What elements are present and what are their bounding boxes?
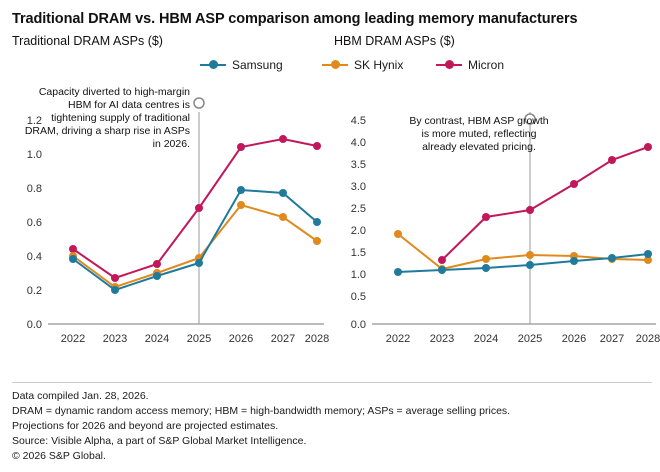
legend-item-sk-hynix[interactable]	[322, 58, 403, 72]
right-ytick-6: 3.0	[350, 181, 366, 194]
right-series-points-micron	[438, 143, 652, 264]
subtitle-row	[12, 34, 648, 52]
footnote-2: Projections for 2026 and beyond are projected estimates.	[12, 419, 279, 432]
chart-legend	[12, 56, 648, 82]
right-chart-subtitle: HBM DRAM ASPs ($)	[334, 34, 455, 49]
left-annotation-line-4: in 2026.	[152, 138, 190, 151]
left-ytick-6: 1.2	[26, 115, 42, 128]
legend-label-samsung: Samsung	[232, 58, 283, 73]
footnote-1: DRAM = dynamic random access memory; HBM = high-bandwidth memory; ASPs = average selling prices.	[12, 404, 511, 417]
legend-swatch-samsung	[200, 64, 226, 67]
right-annotation-line-2: already elevated pricing.	[422, 141, 536, 154]
left-annotation-line-3: DRAM, driving a sharp rise in ASPs	[24, 125, 190, 138]
right-ytick-0: 0.0	[350, 319, 366, 332]
right-xtick-1: 2023	[429, 333, 455, 346]
traditional-dram-chart	[12, 82, 332, 372]
right-ytick-7: 3.5	[350, 159, 366, 172]
right-annotation-text	[409, 115, 548, 153]
left-xtick-1: 2023	[102, 333, 128, 346]
right-xtick-3: 2025	[517, 333, 543, 346]
right-ytick-1: 0.5	[350, 291, 366, 304]
traditional-dram-svg	[12, 82, 332, 372]
right-annotation-line-1: is more muted, reflecting	[421, 128, 537, 141]
left-xtick-0: 2022	[60, 333, 86, 346]
legend-item-samsung[interactable]	[200, 58, 283, 72]
right-series-line-sk-hynix	[398, 234, 648, 269]
footnote-4: © 2026 S&P Global.	[12, 449, 106, 462]
legend-label-micron: Micron	[468, 58, 505, 73]
right-ytick-2: 1.0	[350, 269, 366, 282]
left-series-line-micron	[73, 139, 317, 278]
left-annotation-line-0: Capacity diverted to high-margin	[38, 86, 190, 99]
hbm-dram-svg	[334, 82, 660, 372]
footnote-0: Data compiled Jan. 28, 2026.	[12, 390, 149, 402]
left-y-axis	[27, 115, 42, 331]
right-ytick-3: 1.5	[350, 247, 366, 260]
legend-swatch-micron	[436, 64, 462, 67]
right-y-axis	[351, 115, 366, 331]
hbm-dram-chart	[334, 82, 660, 372]
right-xtick-2: 2024	[473, 333, 499, 346]
right-series-points-sk-hynix	[394, 230, 652, 273]
left-xtick-3: 2025	[186, 333, 212, 346]
right-xtick-5: 2027	[599, 333, 625, 346]
legend-label-sk-hynix: SK Hynix	[354, 58, 404, 73]
footnotes	[12, 382, 652, 464]
left-x-axis	[61, 333, 329, 345]
right-xtick-0: 2022	[385, 333, 411, 346]
left-series-points-samsung	[69, 186, 321, 294]
legend-swatch-sk-hynix	[322, 64, 348, 67]
right-ytick-5: 2.5	[350, 203, 366, 216]
left-annotation-line-1: HBM for AI data centres is	[68, 99, 190, 112]
right-xtick-4: 2026	[561, 333, 587, 346]
left-ytick-2: 0.4	[26, 251, 42, 264]
left-xtick-2: 2024	[144, 333, 170, 346]
left-xtick-4: 2026	[228, 333, 254, 346]
right-x-axis	[386, 333, 660, 345]
footnote-3: Source: Visible Alpha, a part of S&P Global Market Intelligence.	[12, 434, 307, 447]
left-ytick-4: 0.8	[26, 183, 42, 196]
right-annotation-line-0: By contrast, HBM ASP growth	[409, 115, 549, 128]
right-series-points-samsung	[394, 250, 652, 276]
left-ytick-5: 1.0	[26, 149, 42, 162]
page-title: Traditional DRAM vs. HBM ASP comparison among leading memory manufacturers	[12, 11, 578, 27]
left-xtick-5: 2027	[270, 333, 296, 346]
left-chart-subtitle: Traditional DRAM ASPs ($)	[12, 34, 163, 49]
right-ytick-4: 2.0	[350, 225, 366, 238]
right-series-line-micron	[442, 147, 648, 260]
charts-container	[12, 82, 660, 372]
left-ytick-3: 0.6	[26, 217, 42, 230]
left-xtick-6: 2028	[304, 333, 330, 346]
left-ytick-1: 0.2	[26, 285, 42, 298]
left-annotation-line-2: tightening supply of traditional	[51, 112, 190, 125]
left-annotation-text	[25, 86, 190, 150]
left-ytick-0: 0.0	[26, 319, 42, 332]
legend-item-micron[interactable]	[436, 58, 504, 72]
right-ytick-9: 4.5	[350, 115, 366, 128]
left-annotation-marker-icon	[194, 98, 204, 108]
right-xtick-6: 2028	[635, 333, 660, 346]
right-ytick-8: 4.0	[350, 137, 366, 150]
